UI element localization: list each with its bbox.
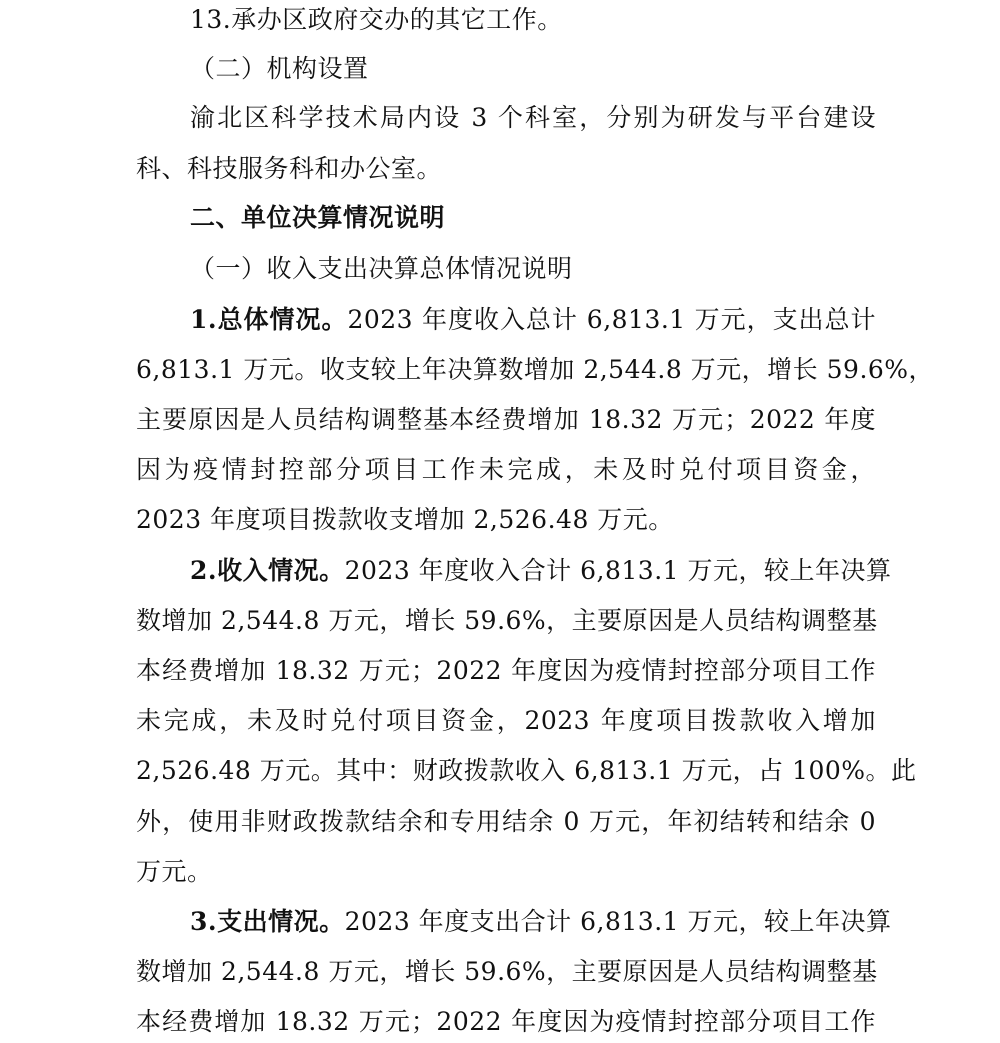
text-line: 2,526.48 万元。其中：财政拨款收入 6,813.1 万元，占 100%。此 [136,756,917,785]
text-line: 数增加 2,544.8 万元，增长 59.6%，主要原因是人员结构调整基 [136,957,878,986]
text-line: 因为疫情封控部分项目工作未完成，未及时兑付项目资金， [136,455,876,484]
text-line: 渝北区科学技术局内设 3 个科室，分别为研发与平台建设 [190,103,876,132]
chapter-heading: 二、单位决算情况说明 [190,203,446,232]
paragraph-lead: 3.支出情况。 [190,907,345,936]
text-line: 6,813.1 万元。收支较上年决算数增加 2,544.8 万元，增长 59.6%， [136,355,935,384]
text-line: 未完成，未及时兑付项目资金，2023 年度项目拨款收入增加 [136,706,876,735]
text-line: 本经费增加 18.32 万元；2022 年度因为疫情封控部分项目工作 [136,1007,876,1036]
paragraph-lead: 1.总体情况。 [190,305,348,334]
paragraph-lead: 2.收入情况。 [190,556,345,585]
section-heading: （一）收入支出决算总体情况说明 [190,254,573,283]
paragraph-first-line: 1.总体情况。2023 年度收入总计 6,813.1 万元，支出总计 [190,305,876,334]
text-line: 13.承办区政府交办的其它工作。 [190,5,563,34]
paragraph-first-line: 2.收入情况。2023 年度收入合计 6,813.1 万元，较上年决算 [190,556,892,585]
text-line: 科、科技服务科和办公室。 [136,154,443,183]
text-line: 主要原因是人员结构调整基本经费增加 18.32 万元；2022 年度 [136,405,876,434]
paragraph-first-line: 3.支出情况。2023 年度支出合计 6,813.1 万元，较上年决算 [190,907,892,936]
text-line: 2023 年度项目拨款收支增加 2,526.48 万元。 [136,505,674,534]
text-line: 万元。 [136,857,213,886]
text-line: 数增加 2,544.8 万元，增长 59.6%，主要原因是人员结构调整基 [136,606,878,635]
text-line: 本经费增加 18.32 万元；2022 年度因为疫情封控部分项目工作 [136,656,876,685]
section-heading: （二）机构设置 [190,54,369,83]
text-line: 外，使用非财政拨款结余和专用结余 0 万元，年初结转和结余 0 [136,807,876,836]
